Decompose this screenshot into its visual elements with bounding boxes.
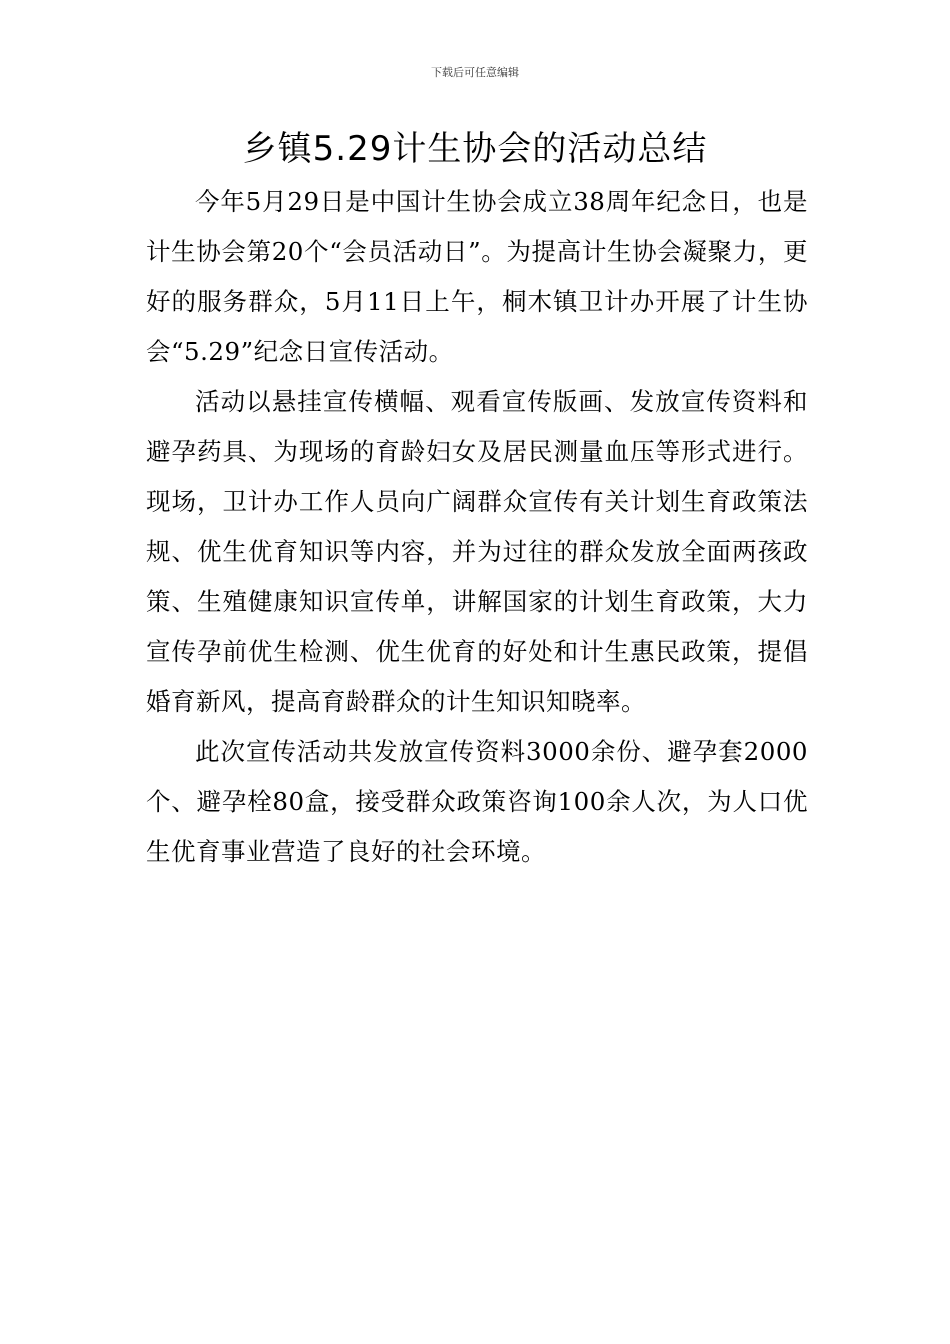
document-title: 乡镇5.29计生协会的活动总结 [242, 129, 708, 169]
paragraph-2: 活动以悬挂宣传横幅、观看宣传版画、发放宣传资料和避孕药具、为现场的育龄妇女及居民测量血压等形式进行。现场，卫计办工作人员向广阔群众宣传有关计划生育政策法规、优生优育知识等内容，并为过往的群众发放全面两孩政策、生殖健康知识宣传单，讲解国家的计划生育政策，大力宣传孕前优生检测、优生优育的好处和计生惠民政策，提倡婚育新风，提高育龄群众的计生知识知晓率。 [146, 387, 808, 716]
document-body [146, 177, 808, 877]
paragraph-1: 今年5月29日是中国计生协会成立38周年纪念日，也是计生协会第20个“会员活动日”。为提高计生协会凝聚力，更好的服务群众，5月11日上午，桐木镇卫计办开展了计生协会“5.29”纪念日宣传活动。 [146, 187, 808, 366]
header-note: 下载后可任意编辑 [431, 66, 519, 79]
paragraph-3: 此次宣传活动共发放宣传资料3000余份、避孕套2000个、避孕栓80盒，接受群众政策咨询100余人次，为人口优生优育事业营造了良好的社会环境。 [146, 737, 808, 866]
